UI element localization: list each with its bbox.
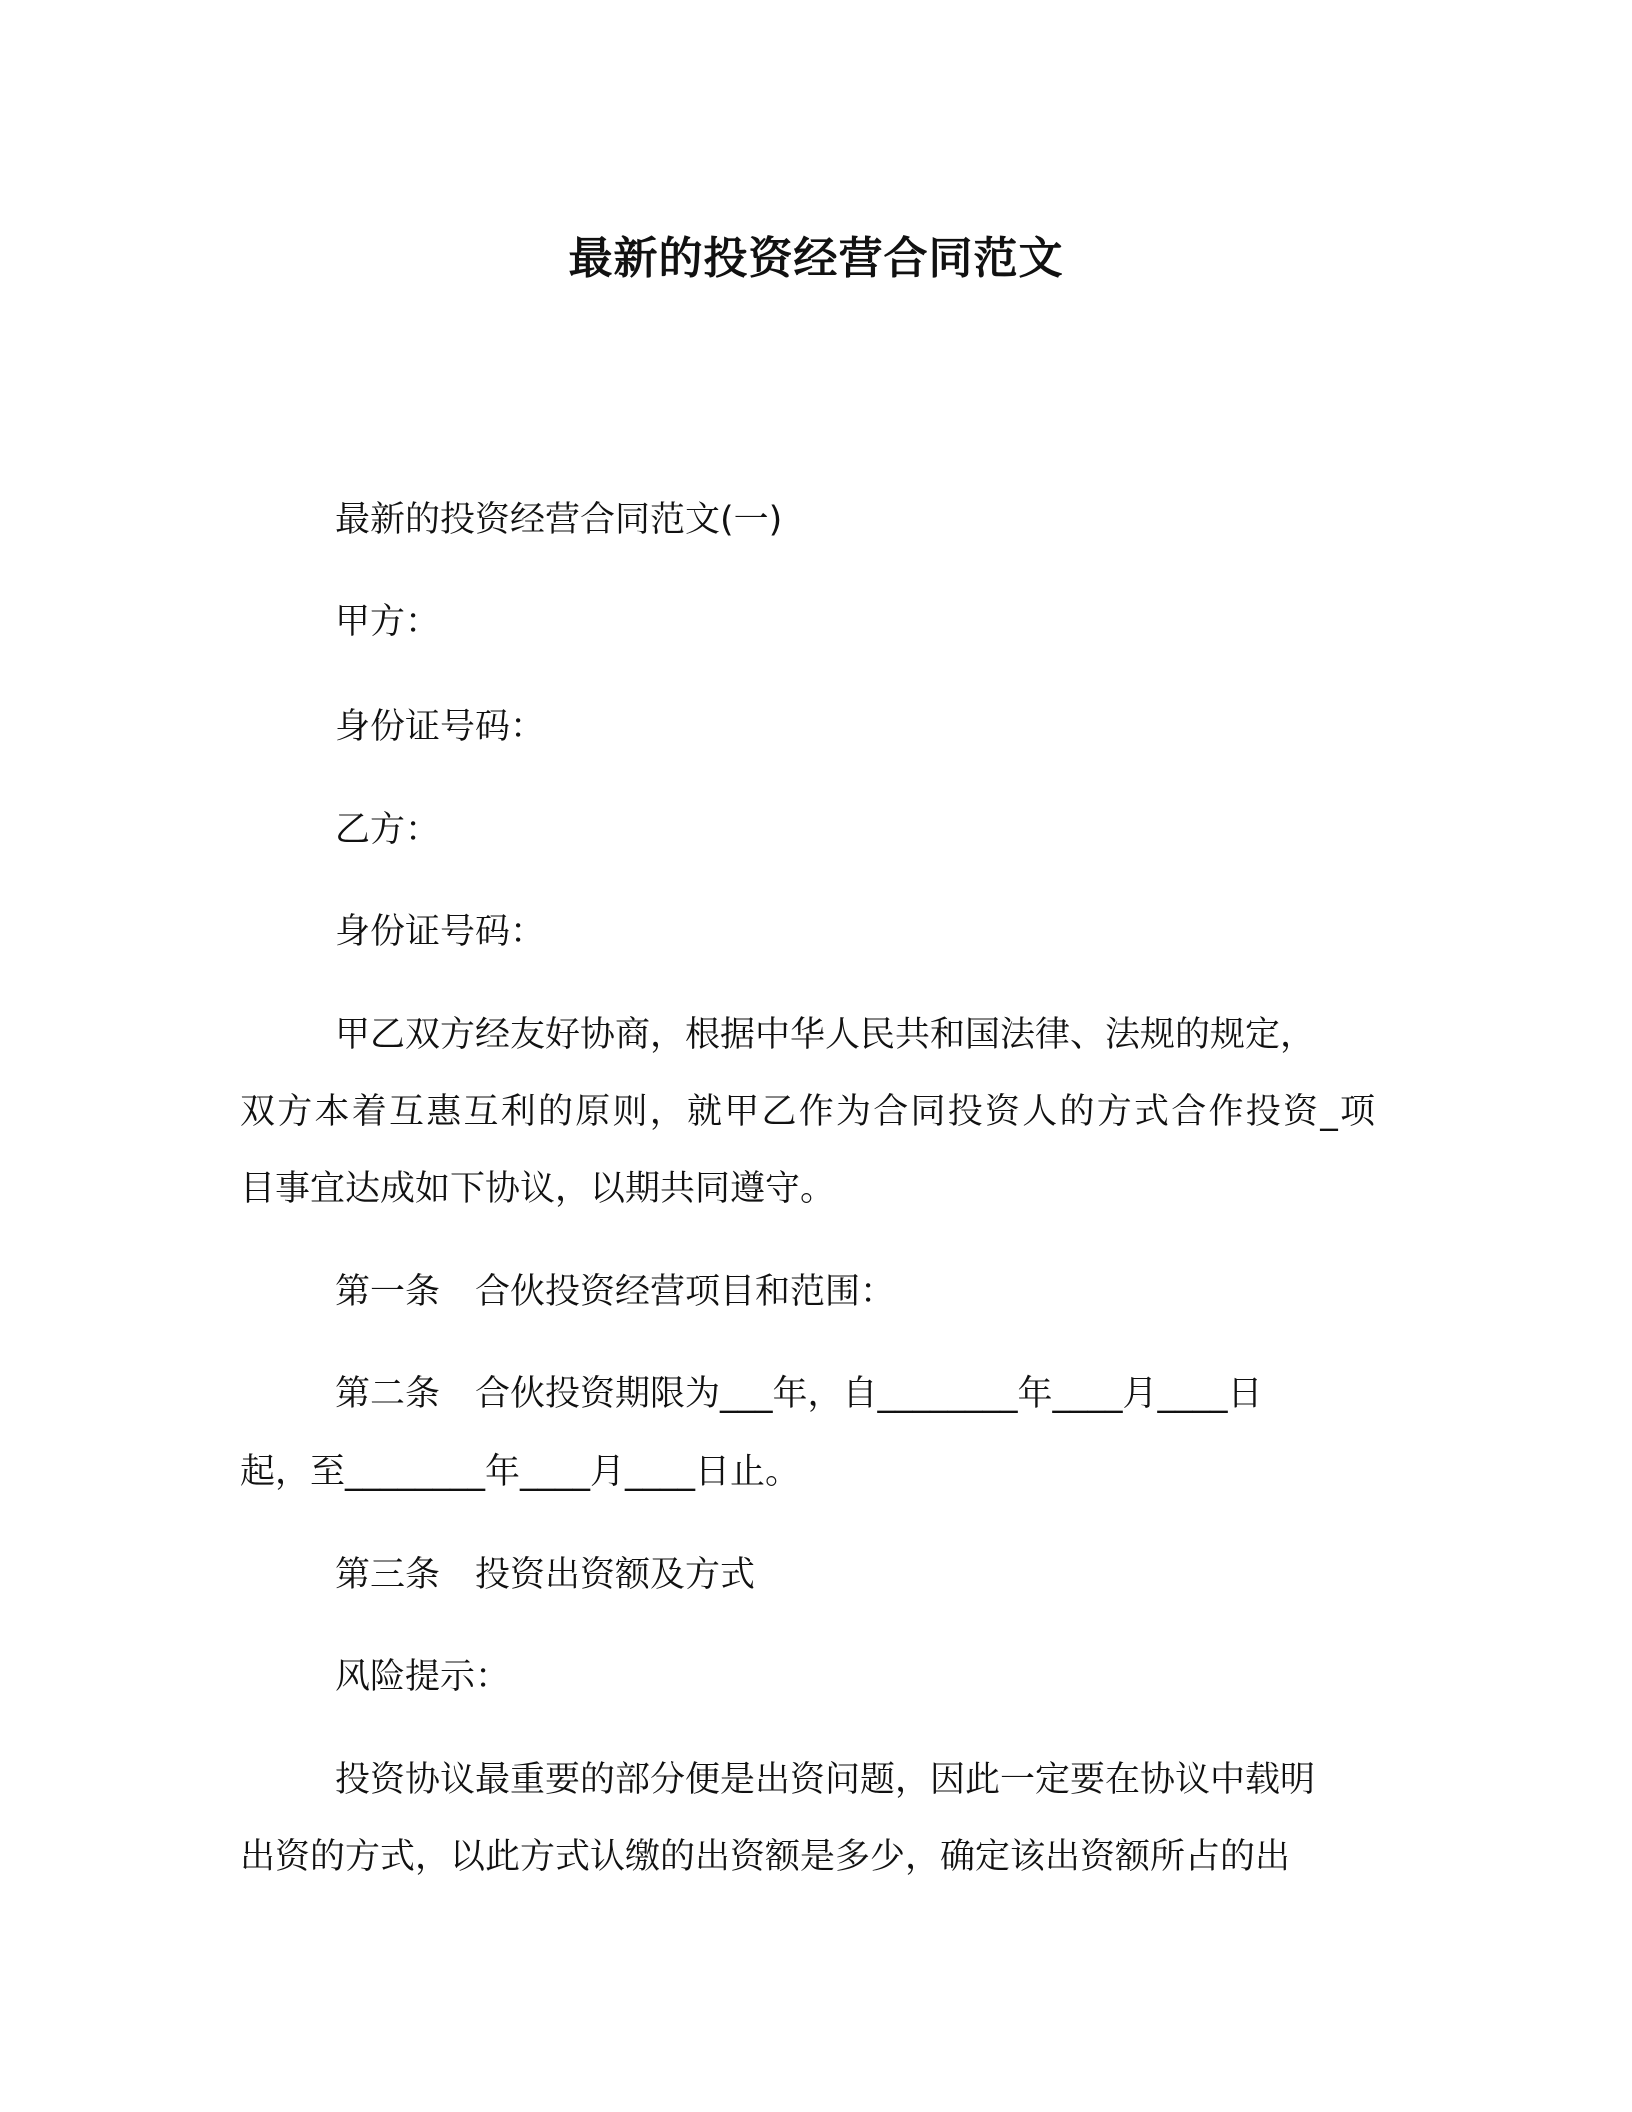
article-two-line: 起，至________年____月____日止。 — [240, 1452, 801, 1492]
party-a-id-label: 身份证号码： — [335, 707, 546, 747]
article-two-line: 第二条 合伙投资期限为___年，自________年____月____日 — [335, 1374, 1263, 1414]
preamble-line: 双方本着互惠互利的原则，就甲乙作为合同投资人的方式合作投资_项 — [240, 1092, 1375, 1132]
article-one: 第一条 合伙投资经营项目和范围： — [335, 1272, 896, 1312]
risk-notice-label: 风险提示： — [335, 1657, 511, 1697]
risk-notice-line: 出资的方式，以此方式认缴的出资额是多少，确定该出资额所占的出 — [240, 1837, 1291, 1877]
party-b-id-label: 身份证号码： — [335, 912, 546, 952]
preamble-line: 目事宜达成如下协议，以期共同遵守。 — [240, 1169, 836, 1209]
preamble-line: 甲乙双方经友好协商，根据中华人民共和国法律、法规的规定， — [335, 1015, 1316, 1055]
risk-notice-line: 投资协议最重要的部分便是出资问题，因此一定要在协议中载明 — [335, 1760, 1316, 1800]
party-a-label: 甲方： — [335, 602, 441, 642]
document-title: 最新的投资经营合同范文 — [568, 233, 1064, 284]
article-three: 第三条 投资出资额及方式 — [335, 1555, 756, 1595]
party-b-label: 乙方： — [335, 810, 441, 850]
section-heading: 最新的投资经营合同范文(一) — [335, 500, 783, 540]
